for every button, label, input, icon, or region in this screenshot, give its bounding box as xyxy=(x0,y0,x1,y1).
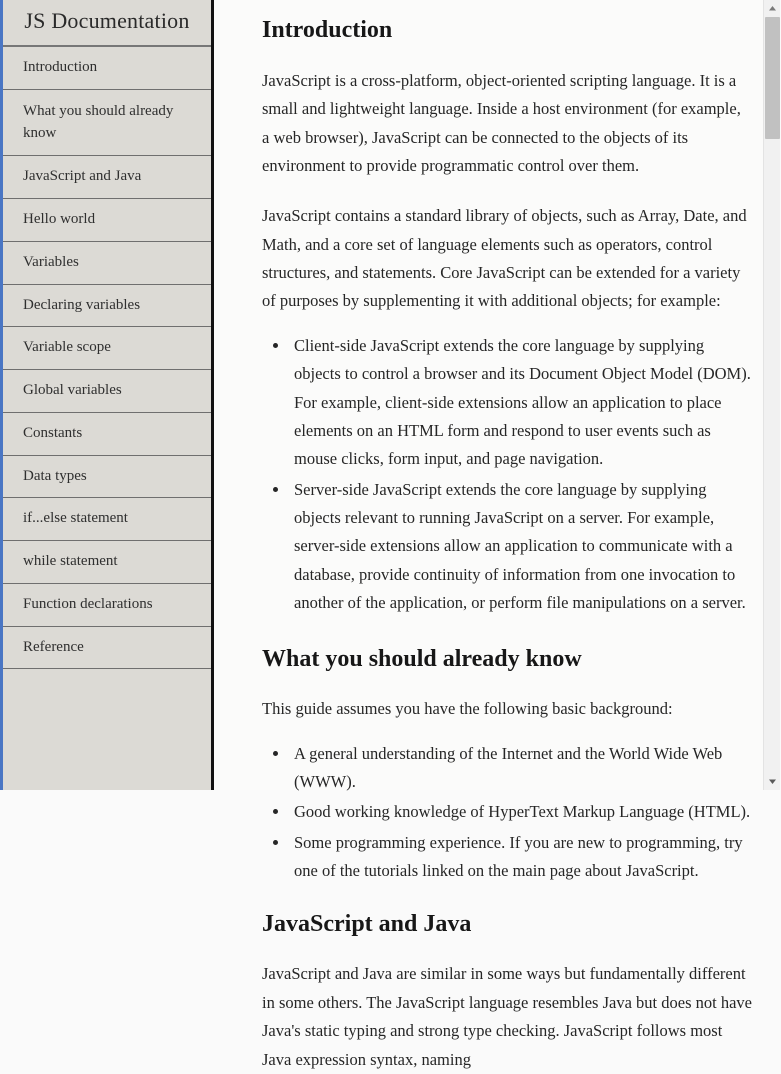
sidebar-item-introduction[interactable]: Introduction xyxy=(3,47,211,90)
list-item: • A general understanding of the Internet and the World Wide Web (WWW). xyxy=(290,740,752,797)
sidebar-item-javascript-and-java[interactable]: JavaScript and Java xyxy=(3,156,211,199)
doc-section-what-you-should-already-know xyxy=(262,620,752,886)
section-paragraph: JavaScript and Java are similar in some ways but fundamentally different in some others. The JavaScript language resembles Java but does not have Java's static typing and strong type checking. JavaScript follows most Java expression syntax, naming xyxy=(262,964,752,1069)
scroll-up-arrow-icon[interactable] xyxy=(764,0,781,17)
section-bullet-list xyxy=(262,740,752,886)
sidebar-item-variables[interactable]: Variables xyxy=(3,242,211,285)
list-item: • Client-side JavaScript extends the core language by supplying objects to control a browser and its Document Object Model (DOM). For example, client-side extensions allow an application to place elements on an HTML form and respond to user events such as mouse clicks, form input, and page navigation. xyxy=(290,332,752,474)
scrollbar-thumb[interactable] xyxy=(765,17,780,139)
doc-section-introduction xyxy=(262,0,752,618)
sidebar-navbar xyxy=(0,0,214,790)
section-heading-javascript-and-java: JavaScript and Java xyxy=(262,910,472,937)
sidebar-item-function-declarations[interactable]: Function declarations xyxy=(3,584,211,627)
section-heading-introduction: Introduction xyxy=(262,17,393,43)
list-item: • Good working knowledge of HyperText Markup Language (HTML). xyxy=(290,798,752,826)
sidebar-item-global-variables[interactable]: Global variables xyxy=(3,370,211,413)
sidebar-item-what-you-should-already-know[interactable]: What you should already know xyxy=(3,90,211,157)
list-item: • Some programming experience. If you are new to programming, try one of the tutorials linked on the main page about JavaScript. xyxy=(290,829,752,886)
section-paragraph: JavaScript is a cross-platform, object-oriented scripting language. It is a small and lightweight language. Inside a host environment (for example, a web browser), JavaScript can be connected to the objects of its environment to provide programmatic control over them. xyxy=(262,70,741,175)
sidebar-item-constants[interactable]: Constants xyxy=(3,413,211,456)
sidebar-link-list xyxy=(3,47,211,669)
section-paragraph: This guide assumes you have the following basic background: xyxy=(262,699,673,719)
scroll-down-arrow-icon[interactable] xyxy=(764,773,781,790)
section-paragraph: JavaScript contains a standard library of objects, such as Array, Date, and Math, and a core set of language elements such as operators, control structures, and statements. Core JavaScript can be extended for a variety of purposes by supplementing it with additional objects; for example: xyxy=(262,206,747,311)
section-bullet-list xyxy=(262,332,752,618)
sidebar-item-reference[interactable]: Reference xyxy=(3,627,211,670)
sidebar-item-if-else-statement[interactable]: if...else statement xyxy=(3,498,211,541)
main-documentation xyxy=(214,0,780,1069)
doc-section-javascript-and-java xyxy=(262,888,752,1074)
sidebar-item-hello-world[interactable]: Hello world xyxy=(3,199,211,242)
sidebar-item-while-statement[interactable]: while statement xyxy=(3,541,211,584)
section-heading-what-you-should-already-know: What you should already know xyxy=(262,645,582,672)
sidebar-title: JS Documentation xyxy=(3,0,211,47)
vertical-scrollbar[interactable] xyxy=(763,0,780,790)
list-item: • Server-side JavaScript extends the core language by supplying objects relevant to running JavaScript on a server. For example, server-side extensions allow an application to communicate with a database, provide continuity of information from one invocation to another of the application, or perform file manipulations on a server. xyxy=(290,476,752,618)
sidebar-item-variable-scope[interactable]: Variable scope xyxy=(3,327,211,370)
sidebar-item-declaring-variables[interactable]: Declaring variables xyxy=(3,285,211,328)
sidebar-item-data-types[interactable]: Data types xyxy=(3,456,211,499)
